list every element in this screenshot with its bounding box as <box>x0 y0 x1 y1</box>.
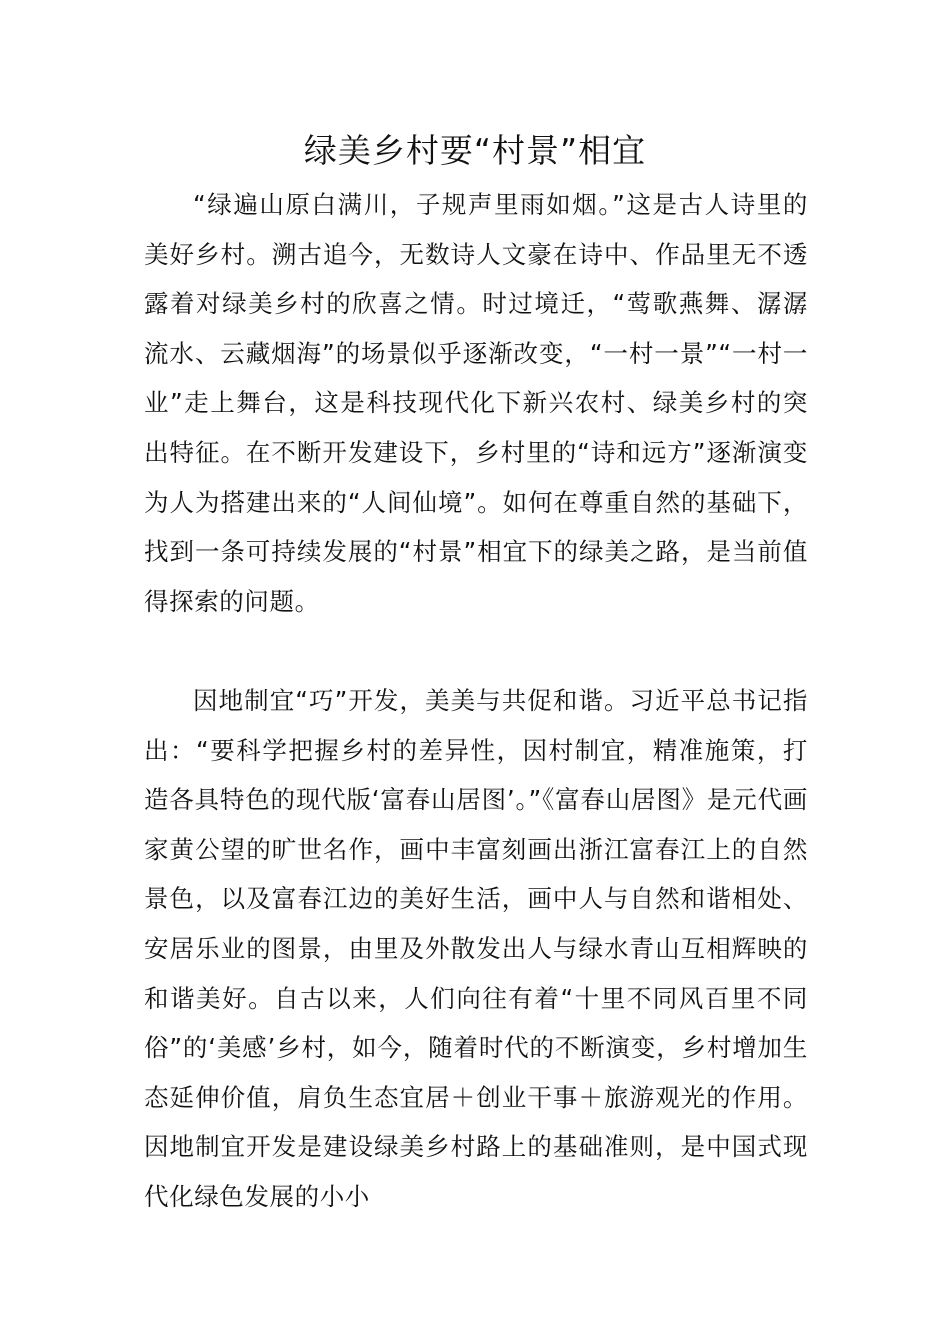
document-body <box>144 180 808 1221</box>
paragraph-2: 因地制宜“巧”开发，美美与共促和谐。习近平总书记指出：“要科学把握乡村的差异性，因村制宜，精准施策，打造各具特色的现代版‘富春山居图’。”《富春山居图》是元代画家黄公望的旷世名作，画中丰富刻画出浙江富春江上的自然景色，以及富春江边的美好生活，画中人与自然和谐相处、安居乐业的图景，由里及外散发出人与绿水青山互相辉映的和谐美好。自古以来，人们向往有着“十里不同风百里不同俗”的‘美感’乡村，如今，随着时代的不断演变，乡村增加生态延伸价值，肩负生态宜居＋创业干事＋旅游观光的作用。因地制宜开发是建设绿美乡村路上的基础准则，是中国式现代化绿色发展的小小 <box>144 685 808 1211</box>
paragraph-1: “绿遍山原白满川，子规声里雨如烟。”这是古人诗里的美好乡村。溯古追今，无数诗人文豪在诗中、作品里无不透露着对绿美乡村的欣喜之情。时过境迁，“莺歌燕舞、潺潺流水、云藏烟海”的场景似乎逐渐改变，“一村一景”“一村一业”走上舞台，这是科技现代化下新兴农村、绿美乡村的突出特征。在不断开发建设下，乡村里的“诗和远方”逐渐演变为人为搭建出来的“人间仙境”。如何在尊重自然的基础下，找到一条可持续发展的“村景”相宜下的绿美之路，是当前值得探索的问题。 <box>144 190 808 616</box>
document-title: 绿美乡村要“村景”相宜 <box>303 131 647 170</box>
